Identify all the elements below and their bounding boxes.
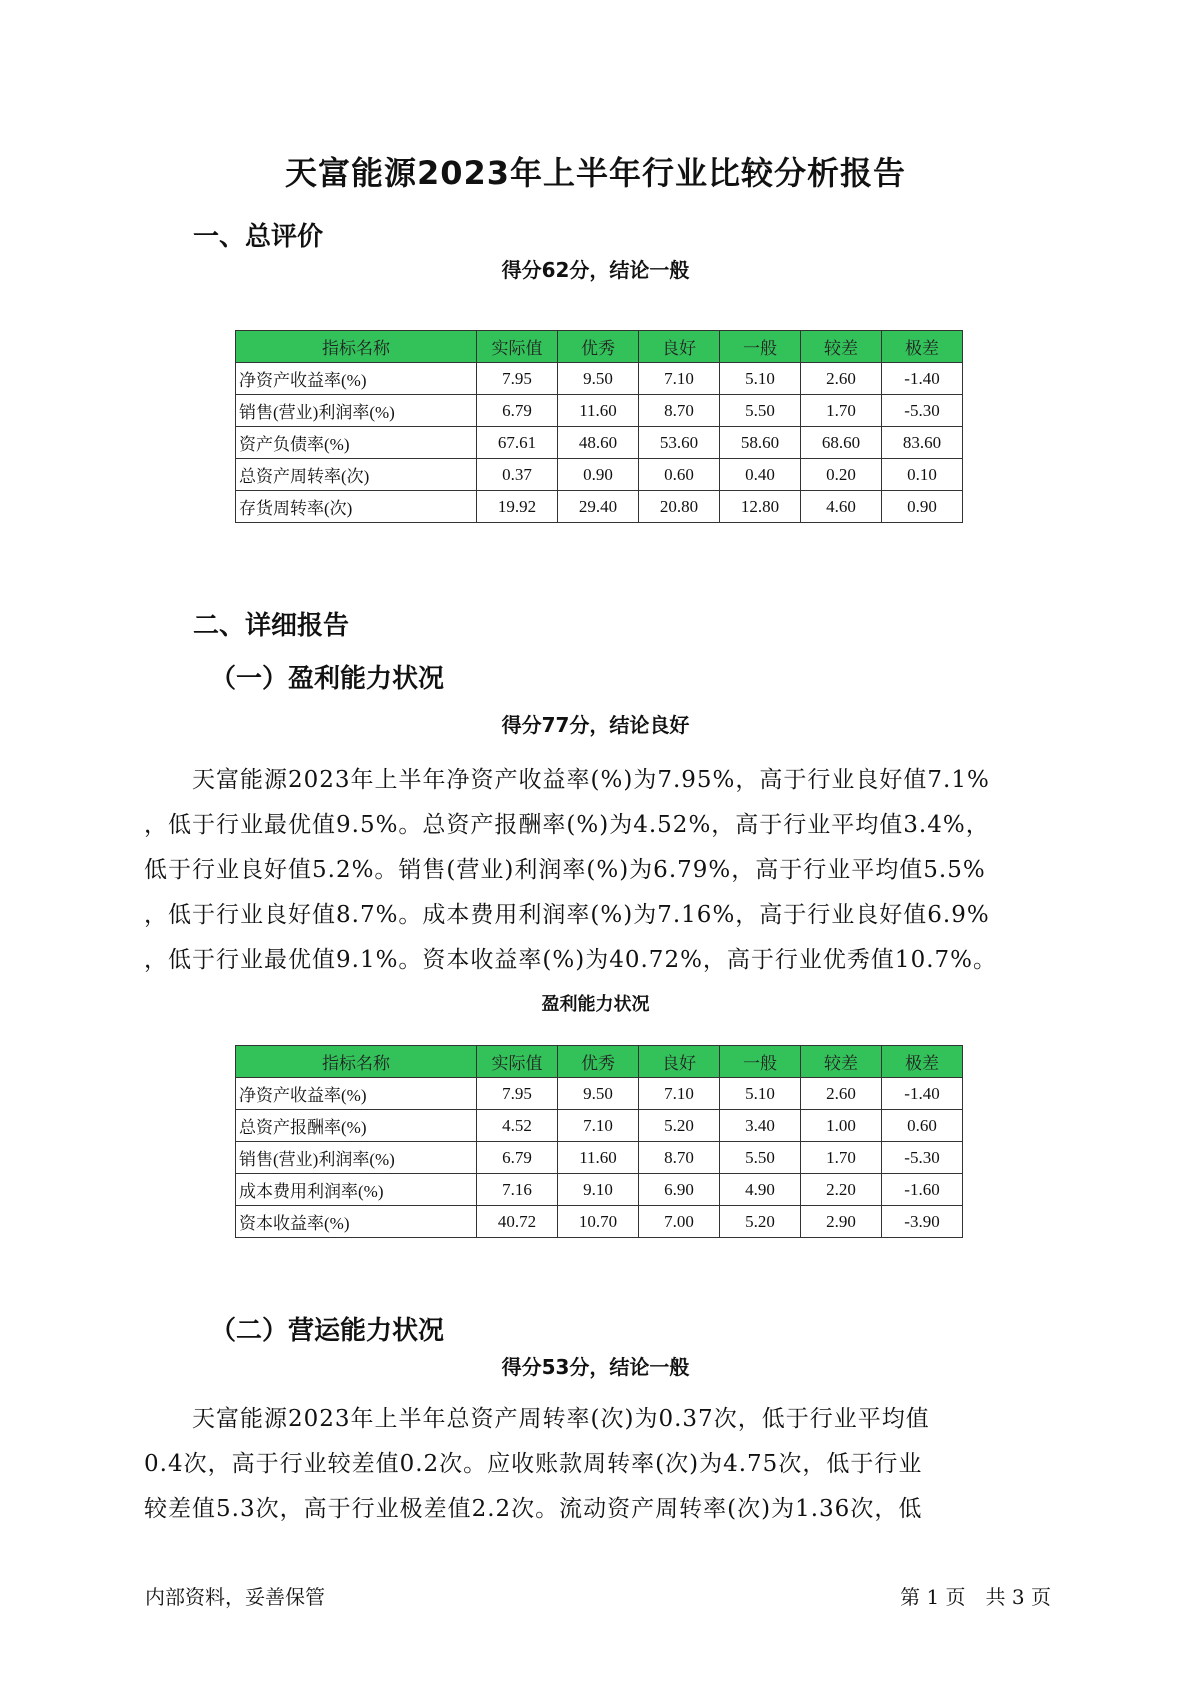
value-cell: 19.92: [477, 491, 558, 523]
value-cell: 0.20: [801, 459, 882, 491]
value-cell: 8.70: [639, 1142, 720, 1174]
profitability-score: 得分77分，结论良好: [501, 713, 690, 737]
header-cell: 优秀: [558, 1046, 639, 1078]
value-cell: 7.00: [639, 1206, 720, 1238]
value-cell: 1.70: [801, 395, 882, 427]
value-cell: -5.30: [882, 395, 963, 427]
value-cell: 0.10: [882, 459, 963, 491]
value-cell: 10.70: [558, 1206, 639, 1238]
value-cell: 29.40: [558, 491, 639, 523]
value-cell: 6.79: [477, 1142, 558, 1174]
header-cell: 一般: [720, 331, 801, 363]
profitability-table: [235, 1045, 963, 1238]
header-cell: 实际值: [477, 331, 558, 363]
overall-score: 得分62分，结论一般: [501, 258, 690, 282]
value-cell: 5.10: [720, 1078, 801, 1110]
table-row: [236, 1078, 963, 1110]
value-cell: 5.10: [720, 363, 801, 395]
value-cell: 6.90: [639, 1174, 720, 1206]
subsection-heading-profitability: （一）盈利能力状况: [210, 664, 445, 694]
value-cell: 12.80: [720, 491, 801, 523]
indicator-name: 销售(营业)利润率(%): [236, 1142, 477, 1174]
paragraph-line: ，低于行业最优值9.5%。总资产报酬率(%)为4.52%，高于行业平均值3.4%，: [144, 812, 990, 838]
indicator-name: 总资产周转率(次): [236, 459, 477, 491]
paragraph-line: 天富能源2023年上半年净资产收益率(%)为7.95%，高于行业良好值7.1%: [144, 767, 990, 793]
indicator-name: 存货周转率(次): [236, 491, 477, 523]
value-cell: 1.00: [801, 1110, 882, 1142]
header-cell: 指标名称: [236, 1046, 477, 1078]
value-cell: 9.50: [558, 1078, 639, 1110]
value-cell: -3.90: [882, 1206, 963, 1238]
header-cell: 较差: [801, 331, 882, 363]
value-cell: -1.60: [882, 1174, 963, 1206]
value-cell: 7.10: [639, 363, 720, 395]
value-cell: 7.16: [477, 1174, 558, 1206]
footer-page-number: 第 1 页 共 3 页: [900, 1585, 1051, 1609]
value-cell: 5.20: [720, 1206, 801, 1238]
indicator-name: 成本费用利润率(%): [236, 1174, 477, 1206]
value-cell: -1.40: [882, 1078, 963, 1110]
paragraph-line: 天富能源2023年上半年总资产周转率(次)为0.37次，低于行业平均值: [144, 1406, 930, 1432]
indicator-name: 总资产报酬率(%): [236, 1110, 477, 1142]
paragraph-line: ，低于行业最优值9.1%。资本收益率(%)为40.72%，高于行业优秀值10.7%。: [144, 947, 997, 973]
value-cell: 83.60: [882, 427, 963, 459]
table-row: [236, 459, 963, 491]
value-cell: 5.50: [720, 395, 801, 427]
value-cell: 8.70: [639, 395, 720, 427]
value-cell: 0.90: [558, 459, 639, 491]
header-cell: 极差: [882, 331, 963, 363]
header-cell: 优秀: [558, 331, 639, 363]
value-cell: 3.40: [720, 1110, 801, 1142]
value-cell: 6.79: [477, 395, 558, 427]
table-row: [236, 1174, 963, 1206]
header-cell: 一般: [720, 1046, 801, 1078]
table-row: [236, 1142, 963, 1174]
value-cell: 9.50: [558, 363, 639, 395]
value-cell: 2.60: [801, 363, 882, 395]
paragraph-line: 低于行业良好值5.2%。销售(营业)利润率(%)为6.79%，高于行业平均值5.5%: [144, 857, 986, 883]
section-heading-overall: 一、总评价: [193, 222, 324, 252]
value-cell: 1.70: [801, 1142, 882, 1174]
profitability-paragraph: [144, 758, 1064, 983]
value-cell: 4.60: [801, 491, 882, 523]
value-cell: 58.60: [720, 427, 801, 459]
value-cell: 0.60: [882, 1110, 963, 1142]
value-cell: 11.60: [558, 395, 639, 427]
header-cell: 极差: [882, 1046, 963, 1078]
paragraph-line: ，低于行业良好值8.7%。成本费用利润率(%)为7.16%，高于行业良好值6.9%: [144, 902, 990, 928]
header-cell: 实际值: [477, 1046, 558, 1078]
operations-score: 得分53分，结论一般: [501, 1355, 690, 1379]
table-row: [236, 1206, 963, 1238]
value-cell: 5.50: [720, 1142, 801, 1174]
value-cell: -5.30: [882, 1142, 963, 1174]
table-row: [236, 427, 963, 459]
table-row: [236, 491, 963, 523]
table-header-row: [236, 1046, 963, 1078]
value-cell: 4.90: [720, 1174, 801, 1206]
profitability-table-caption: 盈利能力状况: [541, 994, 650, 1015]
value-cell: 40.72: [477, 1206, 558, 1238]
value-cell: 4.52: [477, 1110, 558, 1142]
overall-table: [235, 330, 963, 523]
value-cell: 2.90: [801, 1206, 882, 1238]
value-cell: 11.60: [558, 1142, 639, 1174]
value-cell: 20.80: [639, 491, 720, 523]
value-cell: 2.20: [801, 1174, 882, 1206]
indicator-name: 销售(营业)利润率(%): [236, 395, 477, 427]
value-cell: -1.40: [882, 363, 963, 395]
table-row: [236, 363, 963, 395]
section-heading-detail: 二、详细报告: [193, 611, 350, 641]
value-cell: 67.61: [477, 427, 558, 459]
value-cell: 53.60: [639, 427, 720, 459]
header-cell: 较差: [801, 1046, 882, 1078]
indicator-name: 净资产收益率(%): [236, 1078, 477, 1110]
header-cell: 良好: [639, 1046, 720, 1078]
value-cell: 2.60: [801, 1078, 882, 1110]
value-cell: 5.20: [639, 1110, 720, 1142]
value-cell: 0.60: [639, 459, 720, 491]
value-cell: 7.10: [639, 1078, 720, 1110]
value-cell: 7.95: [477, 363, 558, 395]
subsection-heading-operations: （二）营运能力状况: [210, 1316, 445, 1346]
header-cell: 良好: [639, 331, 720, 363]
paragraph-line: 较差值5.3次，高于行业极差值2.2次。流动资产周转率(次)为1.36次，低: [144, 1496, 923, 1522]
indicator-name: 资产负债率(%): [236, 427, 477, 459]
table-row: [236, 1110, 963, 1142]
table-header-row: [236, 331, 963, 363]
header-cell: 指标名称: [236, 331, 477, 363]
value-cell: 7.95: [477, 1078, 558, 1110]
value-cell: 68.60: [801, 427, 882, 459]
value-cell: 0.40: [720, 459, 801, 491]
value-cell: 7.10: [558, 1110, 639, 1142]
table-row: [236, 395, 963, 427]
indicator-name: 净资产收益率(%): [236, 363, 477, 395]
value-cell: 48.60: [558, 427, 639, 459]
page-title: 天富能源2023年上半年行业比较分析报告: [284, 154, 907, 192]
value-cell: 0.90: [882, 491, 963, 523]
footer-confidential-note: 内部资料，妥善保管: [145, 1585, 325, 1609]
indicator-name: 资本收益率(%): [236, 1206, 477, 1238]
value-cell: 0.37: [477, 459, 558, 491]
operations-paragraph: [144, 1397, 1064, 1532]
paragraph-line: 0.4次，高于行业较差值0.2次。应收账款周转率(次)为4.75次，低于行业: [144, 1451, 923, 1477]
value-cell: 9.10: [558, 1174, 639, 1206]
